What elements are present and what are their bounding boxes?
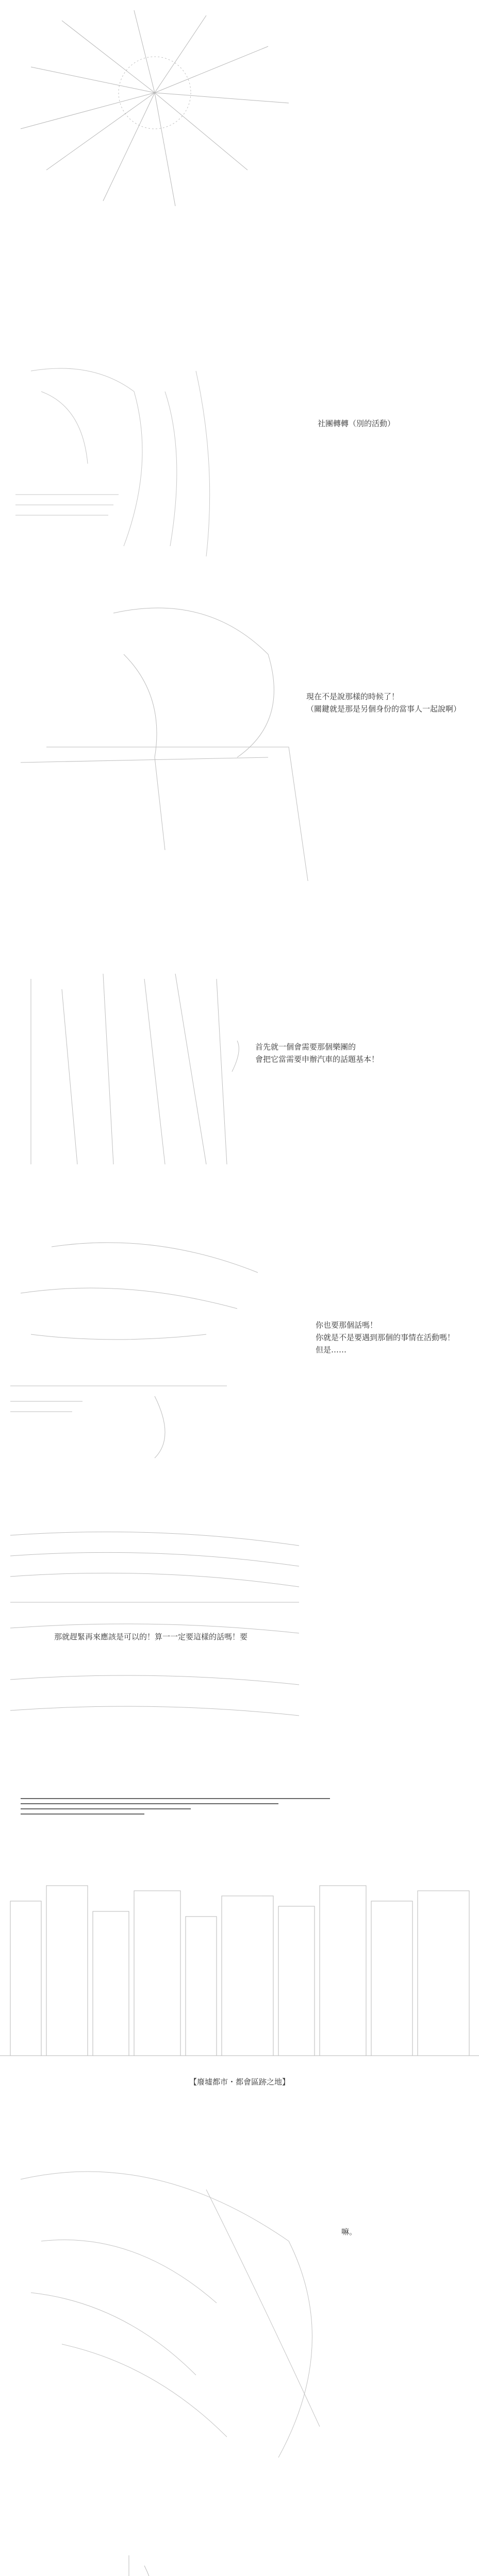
dialog-box: [316, 1319, 455, 1356]
panel-group-scene: [0, 969, 479, 1185]
dialog-line: 嘛。: [341, 2227, 357, 2236]
dialog-line: 你也要那個話嗎！: [316, 1320, 378, 1330]
dialog-box: [341, 2226, 357, 2238]
panel-girl-with-sword: [0, 592, 479, 881]
group-scene-art: [0, 969, 479, 1185]
dialog-line: 首先就一個會需要那個樂團的: [255, 1042, 356, 1052]
dialog-box: [306, 690, 461, 715]
dialog-line: 那就趕緊再來應該是可以的！算一一定要這樣的話嗎！要: [54, 1632, 248, 1641]
panel-girl-portrait: [0, 361, 479, 577]
divider: [21, 1814, 144, 1815]
dialog-box: [318, 417, 395, 430]
divider: [21, 1798, 330, 1799]
transition-lines: [21, 1798, 330, 1819]
panel-face-closeup: [0, 1231, 479, 1468]
panel-crowd-scene: [0, 1525, 479, 1741]
sunburst-art: [0, 0, 479, 216]
stacked-figure-art: [0, 2545, 479, 2576]
dialog-line: 會把它當需要申辦汽車的話題基本！: [255, 1055, 379, 1064]
panel-figure-reaching: [0, 2138, 479, 2488]
panel-city-skyline: [0, 1880, 479, 2097]
dialog-line: 你就是不是要遇到那個的事情在活動嗎！: [316, 1333, 455, 1342]
dialog-line: 社團轉轉（別的活動）: [318, 419, 395, 428]
dialog-line: 現在不是說那樣的時候了！: [306, 692, 400, 701]
panel-transition: [0, 1788, 479, 1850]
location-caption: 【廢墟都市・都會區跡之地】: [189, 2077, 290, 2087]
sword-art: [0, 592, 479, 881]
dialog-line: （關鍵就是那是另個身份的當事人一起說啊）: [306, 704, 461, 714]
panel-sun-burst: [0, 0, 479, 216]
divider: [21, 1808, 191, 1809]
figure-reaching-art: [0, 2138, 479, 2488]
girl-portrait-art: [0, 361, 479, 577]
dialog-box: [54, 1631, 247, 1643]
dialog-box: [255, 1041, 379, 1065]
dialog-line: 但是……: [316, 1345, 347, 1354]
city-skyline-art: [0, 1880, 479, 2097]
panel-stacked-figure: [0, 2545, 479, 2576]
divider: [21, 1803, 278, 1804]
